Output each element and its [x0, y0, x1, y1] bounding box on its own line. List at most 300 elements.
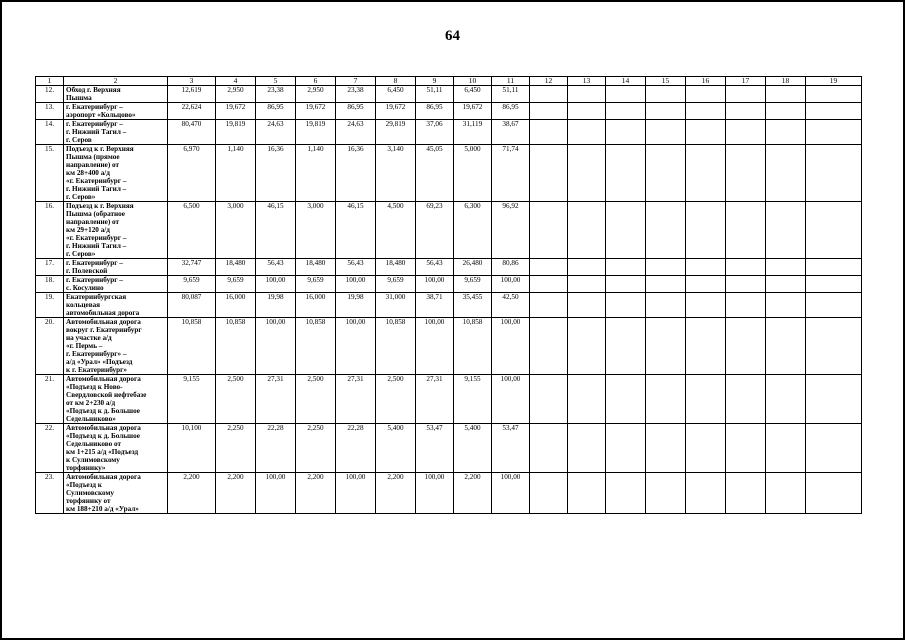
empty-cell: [606, 424, 646, 473]
road-name-line: торфянику»: [66, 464, 106, 472]
table-row: [36, 103, 862, 120]
road-name-line: км 28+400 а/д: [66, 169, 110, 177]
road-name-line: «г. Екатеринбург –: [66, 177, 127, 185]
table-row: [36, 120, 862, 145]
value-cell: 71,74: [492, 145, 530, 202]
value-cell: 19,672: [296, 103, 336, 120]
road-name: [64, 293, 168, 318]
empty-cell: [686, 145, 726, 202]
row-number: 21.: [36, 375, 64, 424]
value-cell: 100,00: [492, 375, 530, 424]
value-cell: 100,00: [336, 473, 376, 514]
road-name-line: Автомобильная дорога: [66, 375, 141, 383]
value-cell: 3,140: [376, 145, 416, 202]
value-cell: 2,250: [296, 424, 336, 473]
empty-cell: [646, 145, 686, 202]
road-name-line: г. Нижний Тагил –: [66, 242, 127, 250]
empty-cell: [726, 202, 766, 259]
value-cell: 53,47: [416, 424, 454, 473]
column-header: 18: [766, 77, 806, 86]
road-name-line: Пышма (обратное: [66, 210, 125, 218]
value-cell: 56,43: [336, 259, 376, 276]
empty-cell: [530, 259, 568, 276]
value-cell: 9,155: [454, 375, 492, 424]
empty-cell: [806, 259, 862, 276]
column-header: 5: [256, 77, 296, 86]
value-cell: 100,00: [336, 318, 376, 375]
road-name-line: торфянику от: [66, 497, 111, 505]
empty-cell: [530, 86, 568, 103]
value-cell: 31,000: [376, 293, 416, 318]
value-cell: 12,619: [168, 86, 216, 103]
empty-cell: [568, 375, 606, 424]
column-header: 11: [492, 77, 530, 86]
empty-cell: [686, 424, 726, 473]
value-cell: 16,000: [216, 293, 256, 318]
empty-cell: [726, 86, 766, 103]
empty-cell: [686, 259, 726, 276]
empty-cell: [646, 259, 686, 276]
road-name: [64, 318, 168, 375]
empty-cell: [606, 145, 646, 202]
road-name-line: км 1+215 а/д «Подъезд: [66, 448, 139, 456]
value-cell: 2,200: [168, 473, 216, 514]
value-cell: 23,38: [336, 86, 376, 103]
empty-cell: [568, 318, 606, 375]
value-cell: 5,000: [454, 145, 492, 202]
road-name-line: «Подъезд к: [66, 481, 102, 489]
road-name-line: к г. Екатеринбург»: [66, 366, 127, 374]
road-name: [64, 276, 168, 293]
empty-cell: [568, 293, 606, 318]
empty-cell: [806, 86, 862, 103]
empty-cell: [806, 145, 862, 202]
row-number: 14.: [36, 120, 64, 145]
road-name-line: на участке а/д: [66, 334, 112, 342]
road-name-line: г. Нижний Тагил –: [66, 128, 127, 136]
road-name-line: направление) от: [66, 218, 120, 226]
value-cell: 9,659: [168, 276, 216, 293]
value-cell: 80,86: [492, 259, 530, 276]
column-header: 6: [296, 77, 336, 86]
empty-cell: [726, 473, 766, 514]
empty-cell: [568, 86, 606, 103]
row-number: 17.: [36, 259, 64, 276]
value-cell: 80,087: [168, 293, 216, 318]
road-name: [64, 145, 168, 202]
value-cell: 2,500: [296, 375, 336, 424]
empty-cell: [606, 375, 646, 424]
empty-cell: [806, 318, 862, 375]
value-cell: 26,480: [454, 259, 492, 276]
value-cell: 3,000: [296, 202, 336, 259]
value-cell: 16,36: [256, 145, 296, 202]
column-header: 9: [416, 77, 454, 86]
value-cell: 100,00: [416, 473, 454, 514]
value-cell: 100,00: [256, 276, 296, 293]
empty-cell: [568, 473, 606, 514]
value-cell: 6,450: [454, 86, 492, 103]
empty-cell: [766, 375, 806, 424]
value-cell: 18,480: [296, 259, 336, 276]
road-name-line: «Подъезд к д. Большое: [66, 432, 140, 440]
road-name-line: г. Екатеринбург –: [66, 103, 123, 111]
road-name-line: Автомобильная дорога: [66, 318, 141, 326]
empty-cell: [606, 293, 646, 318]
road-name-line: г. Серов»: [66, 250, 96, 258]
row-number: 13.: [36, 103, 64, 120]
empty-cell: [766, 276, 806, 293]
value-cell: 2,500: [376, 375, 416, 424]
value-cell: 86,95: [256, 103, 296, 120]
empty-cell: [686, 120, 726, 145]
road-name-line: г. Нижний Тагил –: [66, 185, 127, 193]
table-row: [36, 202, 862, 259]
road-name-line: км 29+120 а/д: [66, 226, 110, 234]
value-cell: 5,400: [454, 424, 492, 473]
value-cell: 27,31: [256, 375, 296, 424]
empty-cell: [530, 293, 568, 318]
value-cell: 100,00: [492, 318, 530, 375]
value-cell: 80,470: [168, 120, 216, 145]
header-row: [36, 77, 862, 86]
empty-cell: [726, 276, 766, 293]
value-cell: 6,450: [376, 86, 416, 103]
value-cell: 29,819: [376, 120, 416, 145]
value-cell: 100,00: [416, 276, 454, 293]
empty-cell: [806, 473, 862, 514]
value-cell: 10,100: [168, 424, 216, 473]
value-cell: 19,98: [256, 293, 296, 318]
value-cell: 2,250: [216, 424, 256, 473]
column-header: 17: [726, 77, 766, 86]
value-cell: 46,15: [336, 202, 376, 259]
empty-cell: [646, 293, 686, 318]
empty-cell: [686, 293, 726, 318]
value-cell: 100,00: [256, 473, 296, 514]
empty-cell: [568, 424, 606, 473]
value-cell: 16,36: [336, 145, 376, 202]
empty-cell: [686, 86, 726, 103]
empty-cell: [568, 145, 606, 202]
road-name-line: Автомобильная дорога: [66, 473, 141, 481]
column-header: 1: [36, 77, 64, 86]
row-number: 16.: [36, 202, 64, 259]
road-name: [64, 375, 168, 424]
empty-cell: [806, 120, 862, 145]
empty-cell: [766, 86, 806, 103]
value-cell: 22,28: [336, 424, 376, 473]
empty-cell: [606, 318, 646, 375]
table-row: [36, 259, 862, 276]
value-cell: 23,38: [256, 86, 296, 103]
value-cell: 1,140: [296, 145, 336, 202]
road-name-line: Подъезд к г. Верхняя: [66, 145, 134, 153]
empty-cell: [806, 424, 862, 473]
value-cell: 38,71: [416, 293, 454, 318]
column-header: 13: [568, 77, 606, 86]
value-cell: 10,858: [168, 318, 216, 375]
row-number: 12.: [36, 86, 64, 103]
table-row: [36, 424, 862, 473]
empty-cell: [646, 375, 686, 424]
empty-cell: [806, 293, 862, 318]
column-header: 14: [606, 77, 646, 86]
road-name-line: Подъезд к г. Верхняя: [66, 202, 134, 210]
empty-cell: [686, 202, 726, 259]
table-row: [36, 318, 862, 375]
value-cell: 42,50: [492, 293, 530, 318]
empty-cell: [726, 375, 766, 424]
road-name-line: направление) от: [66, 161, 120, 169]
value-cell: 19,672: [376, 103, 416, 120]
road-name-line: Свердловской нефтебазе: [66, 391, 147, 399]
data-table: [35, 76, 862, 514]
empty-cell: [806, 103, 862, 120]
empty-cell: [646, 424, 686, 473]
row-number: 19.: [36, 293, 64, 318]
empty-cell: [530, 318, 568, 375]
value-cell: 100,00: [256, 318, 296, 375]
value-cell: 6,970: [168, 145, 216, 202]
empty-cell: [530, 145, 568, 202]
page-number: 64: [445, 28, 460, 44]
empty-cell: [568, 276, 606, 293]
empty-cell: [806, 202, 862, 259]
column-header: 2: [64, 77, 168, 86]
empty-cell: [686, 318, 726, 375]
row-number: 22.: [36, 424, 64, 473]
table-row: [36, 473, 862, 514]
road-name-line: г. Серов»: [66, 193, 96, 201]
value-cell: 19,672: [454, 103, 492, 120]
road-name-line: г. Екатеринбург» –: [66, 350, 127, 358]
value-cell: 10,858: [454, 318, 492, 375]
value-cell: 9,659: [376, 276, 416, 293]
value-cell: 32,747: [168, 259, 216, 276]
road-name-line: «г. Екатеринбург –: [66, 234, 127, 242]
road-name: [64, 120, 168, 145]
column-header: 15: [646, 77, 686, 86]
road-name-line: г. Екатеринбург –: [66, 120, 123, 128]
road-name-line: г. Серов: [66, 136, 92, 144]
value-cell: 46,15: [256, 202, 296, 259]
value-cell: 45,05: [416, 145, 454, 202]
empty-cell: [646, 318, 686, 375]
row-number: 20.: [36, 318, 64, 375]
value-cell: 38,67: [492, 120, 530, 145]
column-header: 16: [686, 77, 726, 86]
value-cell: 53,47: [492, 424, 530, 473]
value-cell: 22,28: [256, 424, 296, 473]
road-name-line: Пышма (прямое: [66, 153, 120, 161]
column-header: 12: [530, 77, 568, 86]
road-name-line: Седельниково»: [66, 415, 116, 423]
value-cell: 5,400: [376, 424, 416, 473]
value-cell: 19,98: [336, 293, 376, 318]
column-header: 7: [336, 77, 376, 86]
row-number: 18.: [36, 276, 64, 293]
road-name-line: Пышма: [66, 94, 92, 102]
road-name-line: Седельниково от: [66, 440, 122, 448]
empty-cell: [606, 473, 646, 514]
row-number: 15.: [36, 145, 64, 202]
table-row: [36, 145, 862, 202]
value-cell: 31,119: [454, 120, 492, 145]
empty-cell: [568, 120, 606, 145]
empty-cell: [726, 120, 766, 145]
empty-cell: [766, 103, 806, 120]
value-cell: 96,92: [492, 202, 530, 259]
value-cell: 2,500: [216, 375, 256, 424]
value-cell: 86,95: [336, 103, 376, 120]
value-cell: 2,950: [216, 86, 256, 103]
empty-cell: [726, 145, 766, 202]
value-cell: 6,300: [454, 202, 492, 259]
road-name-line: «Подъезд к Ново-: [66, 383, 123, 391]
empty-cell: [568, 202, 606, 259]
value-cell: 9,659: [216, 276, 256, 293]
column-header: 19: [806, 77, 862, 86]
column-header: 3: [168, 77, 216, 86]
road-name-line: Обход г. Верхняя: [66, 86, 121, 94]
empty-cell: [766, 318, 806, 375]
value-cell: 4,500: [376, 202, 416, 259]
empty-cell: [726, 424, 766, 473]
value-cell: 9,659: [454, 276, 492, 293]
road-name-line: «Подъезд к д. Большое: [66, 407, 140, 415]
empty-cell: [806, 276, 862, 293]
value-cell: 22,624: [168, 103, 216, 120]
road-name-line: от км 2+230 а/д: [66, 399, 116, 407]
value-cell: 69,23: [416, 202, 454, 259]
value-cell: 9,155: [168, 375, 216, 424]
empty-cell: [646, 120, 686, 145]
row-number: 23.: [36, 473, 64, 514]
value-cell: 35,455: [454, 293, 492, 318]
value-cell: 2,200: [216, 473, 256, 514]
road-name: [64, 424, 168, 473]
value-cell: 10,858: [296, 318, 336, 375]
empty-cell: [606, 120, 646, 145]
empty-cell: [646, 202, 686, 259]
empty-cell: [606, 103, 646, 120]
empty-cell: [606, 86, 646, 103]
value-cell: 1,140: [216, 145, 256, 202]
value-cell: 6,500: [168, 202, 216, 259]
table-row: [36, 276, 862, 293]
table-row: [36, 293, 862, 318]
empty-cell: [686, 375, 726, 424]
column-header: 10: [454, 77, 492, 86]
value-cell: 16,000: [296, 293, 336, 318]
value-cell: 2,200: [376, 473, 416, 514]
empty-cell: [530, 103, 568, 120]
empty-cell: [530, 424, 568, 473]
road-name: [64, 86, 168, 103]
value-cell: 100,00: [416, 318, 454, 375]
road-name-line: кольцевая: [66, 301, 101, 309]
road-name: [64, 259, 168, 276]
road-name-line: к Сулимовскому: [66, 456, 120, 464]
empty-cell: [806, 375, 862, 424]
empty-cell: [646, 276, 686, 293]
empty-cell: [530, 202, 568, 259]
empty-cell: [606, 202, 646, 259]
value-cell: 2,950: [296, 86, 336, 103]
road-name-line: г. Екатеринбург –: [66, 259, 123, 267]
value-cell: 51,11: [416, 86, 454, 103]
value-cell: 9,659: [296, 276, 336, 293]
empty-cell: [606, 259, 646, 276]
column-header: 4: [216, 77, 256, 86]
empty-cell: [686, 103, 726, 120]
empty-cell: [646, 86, 686, 103]
value-cell: 24,63: [256, 120, 296, 145]
road-name-line: аэропорт «Кольцово»: [66, 111, 136, 119]
value-cell: 51,11: [492, 86, 530, 103]
value-cell: 100,00: [336, 276, 376, 293]
value-cell: 27,31: [336, 375, 376, 424]
empty-cell: [530, 276, 568, 293]
empty-cell: [766, 424, 806, 473]
empty-cell: [766, 145, 806, 202]
value-cell: 100,00: [492, 276, 530, 293]
empty-cell: [530, 473, 568, 514]
empty-cell: [646, 103, 686, 120]
empty-cell: [766, 202, 806, 259]
value-cell: 27,31: [416, 375, 454, 424]
road-name-line: Екатеринбургская: [66, 293, 127, 301]
value-cell: 10,858: [216, 318, 256, 375]
value-cell: 18,480: [216, 259, 256, 276]
road-name: [64, 103, 168, 120]
value-cell: 86,95: [492, 103, 530, 120]
road-name-line: км 188+210 а/д «Урал»: [66, 505, 139, 513]
value-cell: 10,858: [376, 318, 416, 375]
road-name: [64, 473, 168, 514]
empty-cell: [686, 473, 726, 514]
road-name-line: вокруг г. Екатеринбург: [66, 326, 142, 334]
value-cell: 86,95: [416, 103, 454, 120]
value-cell: 100,00: [492, 473, 530, 514]
value-cell: 2,200: [454, 473, 492, 514]
value-cell: 24,63: [336, 120, 376, 145]
empty-cell: [530, 375, 568, 424]
empty-cell: [726, 318, 766, 375]
value-cell: 19,672: [216, 103, 256, 120]
value-cell: 19,819: [296, 120, 336, 145]
empty-cell: [686, 276, 726, 293]
value-cell: 56,43: [256, 259, 296, 276]
empty-cell: [766, 120, 806, 145]
table-row: [36, 86, 862, 103]
road-name: [64, 202, 168, 259]
empty-cell: [568, 103, 606, 120]
empty-cell: [766, 293, 806, 318]
empty-cell: [568, 259, 606, 276]
value-cell: 37,06: [416, 120, 454, 145]
empty-cell: [766, 259, 806, 276]
road-name-line: с. Косулино: [66, 284, 104, 292]
empty-cell: [530, 120, 568, 145]
value-cell: 2,200: [296, 473, 336, 514]
value-cell: 3,000: [216, 202, 256, 259]
empty-cell: [726, 293, 766, 318]
road-name-line: Сулимовскому: [66, 489, 114, 497]
road-name-line: а/д «Урал» «Подъезд: [66, 358, 133, 366]
road-name-line: Автомобильная дорога: [66, 424, 141, 432]
